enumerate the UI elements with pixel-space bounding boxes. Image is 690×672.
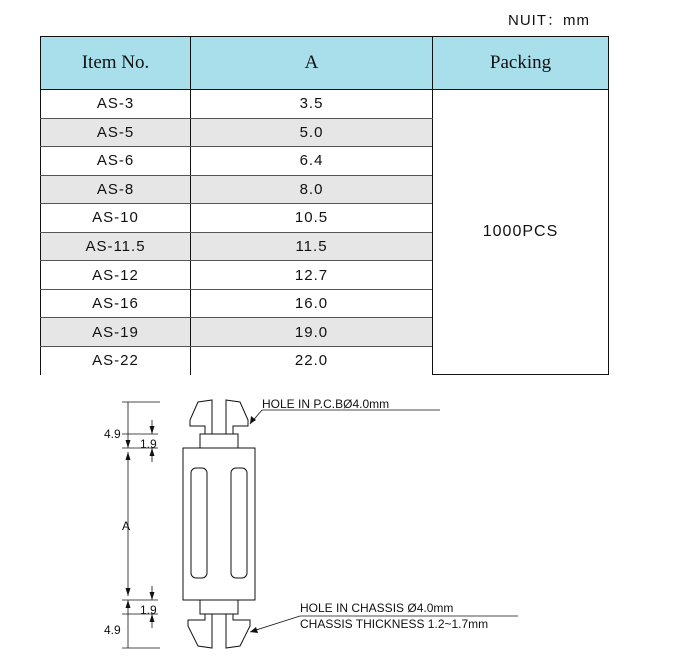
cell-a: 16.0 [191, 289, 433, 318]
header-a: A [191, 37, 433, 90]
spec-table [40, 36, 609, 375]
unit-label: NUIT：mm [508, 12, 590, 29]
cell-a: 10.5 [191, 204, 433, 233]
cell-item: AS-11.5 [41, 232, 191, 261]
header-packing: Packing [433, 37, 609, 90]
dim-body: A [122, 519, 131, 533]
cell-a: 19.0 [191, 318, 433, 347]
dim-top-head: 4.9 [104, 427, 121, 441]
table-header-row [41, 37, 609, 90]
cell-item: AS-22 [41, 346, 191, 374]
cell-a: 8.0 [191, 175, 433, 204]
cell-a: 12.7 [191, 261, 433, 290]
spacer-technical-drawing [100, 390, 560, 662]
cell-a: 6.4 [191, 147, 433, 176]
cell-item: AS-19 [41, 318, 191, 347]
table-row [41, 90, 609, 119]
cell-item: AS-5 [41, 118, 191, 147]
cell-item: AS-12 [41, 261, 191, 290]
dim-top-neck: 1.9 [140, 437, 157, 451]
cell-item: AS-16 [41, 289, 191, 318]
cell-item: AS-6 [41, 147, 191, 176]
cell-a: 3.5 [191, 90, 433, 119]
cell-a: 5.0 [191, 118, 433, 147]
cell-item: AS-8 [41, 175, 191, 204]
dim-bottom-neck: 1.9 [140, 603, 157, 617]
cell-a: 11.5 [191, 232, 433, 261]
header-item-no: Item No. [41, 37, 191, 90]
cell-a: 22.0 [191, 346, 433, 374]
note-chassis-thickness: CHASSIS THICKNESS 1.2~1.7mm [300, 617, 489, 631]
spacer-part-outline [183, 400, 255, 648]
note-chassis-hole: HOLE IN CHASSIS Ø4.0mm [300, 601, 454, 615]
cell-item: AS-3 [41, 90, 191, 119]
note-pcb-hole: HOLE IN P.C.BØ4.0mm [262, 397, 390, 411]
cell-packing: 1000PCS [433, 90, 609, 375]
dim-bottom-head: 4.9 [104, 623, 121, 637]
cell-item: AS-10 [41, 204, 191, 233]
